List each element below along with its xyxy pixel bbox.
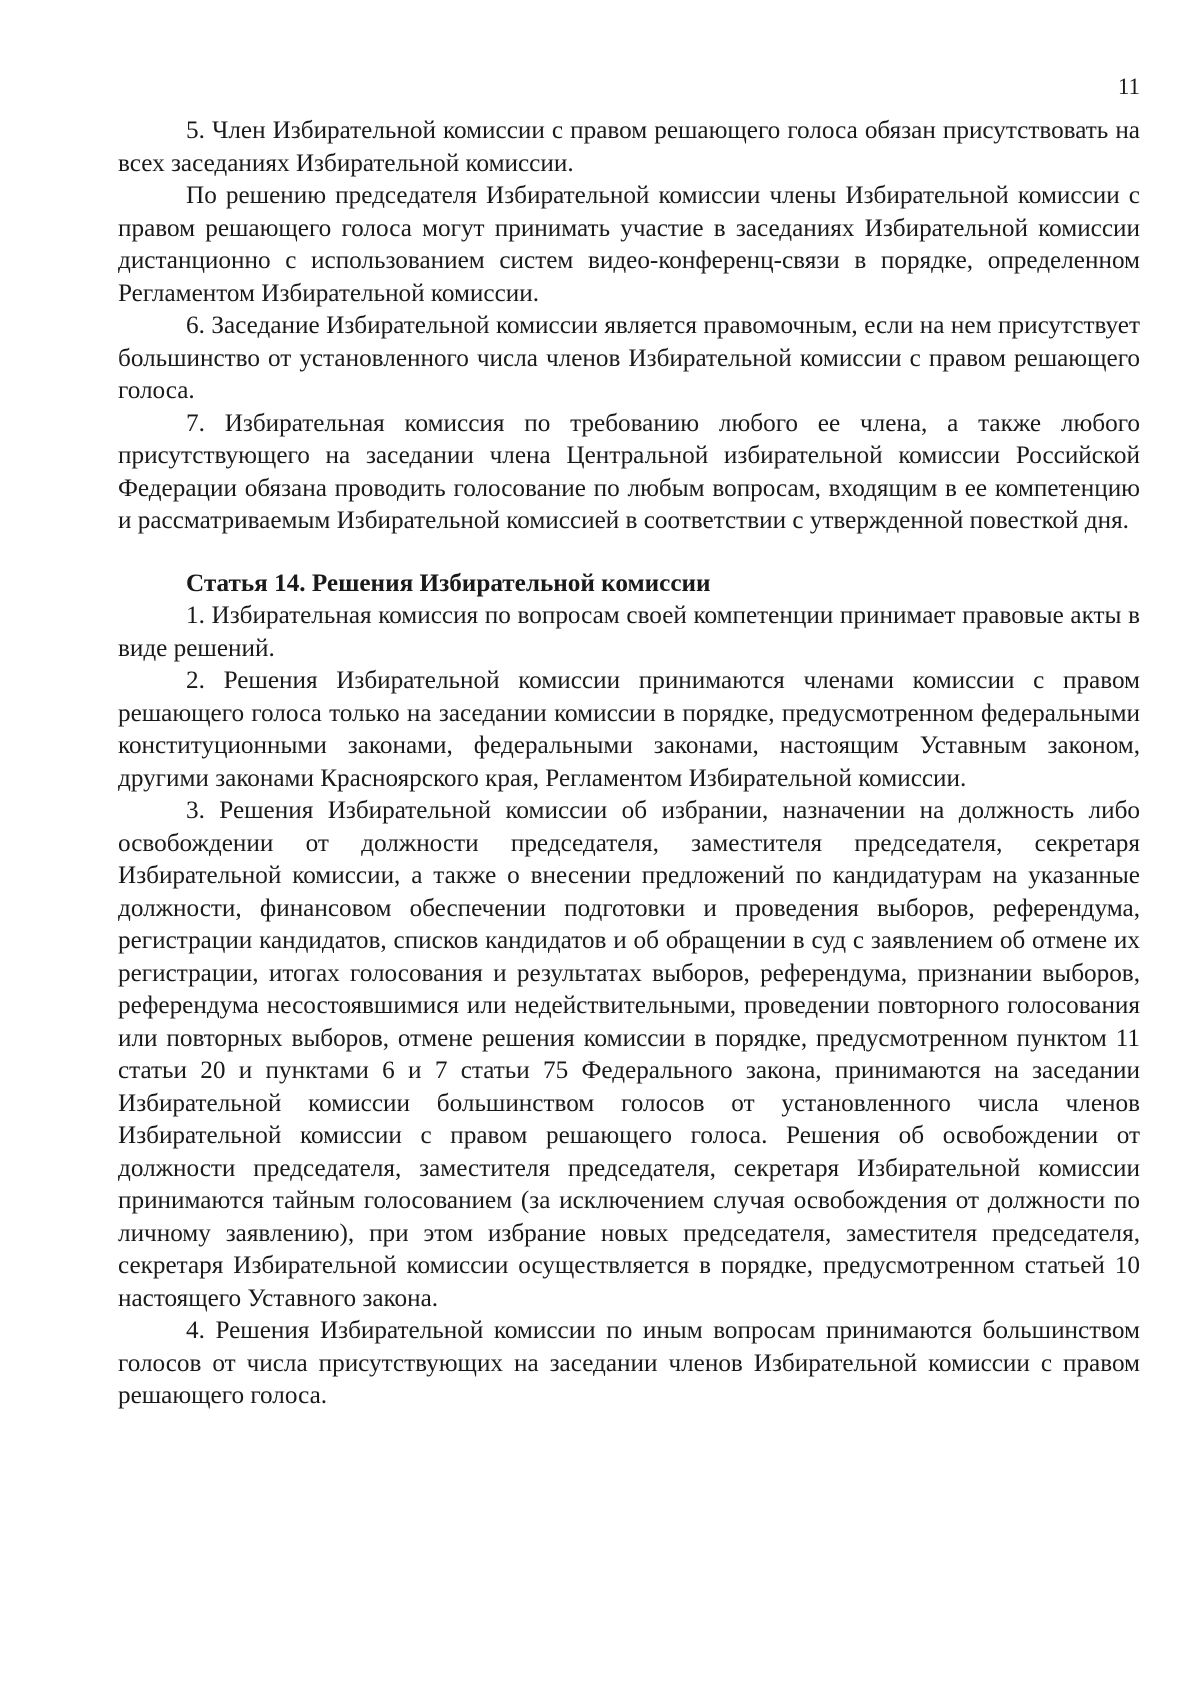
article-14-paragraph-2: 2. Решения Избирательной комиссии принимаются членами комиссии с правом решающего голоса только на заседании комиссии в порядке, предусмотренном федеральными конституционными законами, федеральными законами, настоящим Уставным законом, другими законами Красноярского края, Регламентом Избирательной комиссии.: [118, 667, 1140, 792]
article-14-paragraph-4: 4. Решения Избирательной комиссии по иным вопросам принимаются большинством голосов от числа присутствующих на заседании членов Избирательной комиссии с правом решающего голоса.: [118, 1317, 1140, 1409]
article-14-heading: Статья 14. Решения Избирательной комиссии: [186, 569, 711, 597]
article-14-paragraph-1: 1. Избирательная комиссия по вопросам своей компетенции принимает правовые акты в виде решений.: [118, 602, 1140, 662]
paragraph-remote-participation: По решению председателя Избирательной комиссии члены Избирательной комиссии с правом решающего голоса могут принимать участие в заседаниях Избирательной комиссии дистанционно с использованием систем видео-конференц-связи в порядке, определенном Регламентом Избирательной комиссии.: [118, 182, 1140, 307]
article-14-paragraph-3: 3. Решения Избирательной комиссии об избрании, назначении на должность либо освобождении от должности председателя, заместителя председателя, секретаря Избирательной комиссии, а также о внесении предложений по кандидатурам на указанные должности, финансовом обеспечении подготовки и проведения выборов, референдума, регистрации кандидатов, списков кандидатов и об обращении в суд с заявлением об отмене их регистрации, итогах голосования и результатах выборов, референдума, признании выборов, референдума несостоявшимися или недействительными, проведении повторного голосования или повторных выборов, отмене решения комиссии в порядке, предусмотренном пунктом 11 статьи 20 и пунктами 6 и 7 статьи 75 Федерального закона, принимаются на заседании Избирательной комиссии большинством голосов от установленного числа членов Избирательной комиссии с правом решающего голоса. Решения об освобождении от должности председателя, заместителя председателя, секретаря Избирательной комиссии принимаются тайным голосованием (за исключением случая освобождения от должности по личному заявлению), при этом избрание новых председателя, заместителя председателя, секретаря Избирательной комиссии осуществляется в порядке, предусмотренном статьей 10 настоящего Уставного закона.: [118, 797, 1140, 1312]
document-body: [118, 115, 1140, 1413]
paragraph-7-voting-request: 7. Избирательная комиссия по требованию любого ее члена, а также любого присутствующего на заседании члена Центральной избирательной комиссии Российской Федерации обязана проводить голосование по любым вопросам, входящим в ее компетенцию и рассматриваемым Избирательной комиссией в соответствии с утвержденной повесткой дня.: [118, 409, 1140, 534]
paragraph-5-attendance: 5. Член Избирательной комиссии с правом решающего голоса обязан присутствовать на всех заседаниях Избирательной комиссии.: [118, 117, 1140, 177]
page-number: 11: [1117, 74, 1140, 99]
paragraph-6-quorum: 6. Заседание Избирательной комиссии является правомочным, если на нем присутствует большинство от установленного числа членов Избирательной комиссии с правом решающего голоса.: [118, 312, 1140, 404]
